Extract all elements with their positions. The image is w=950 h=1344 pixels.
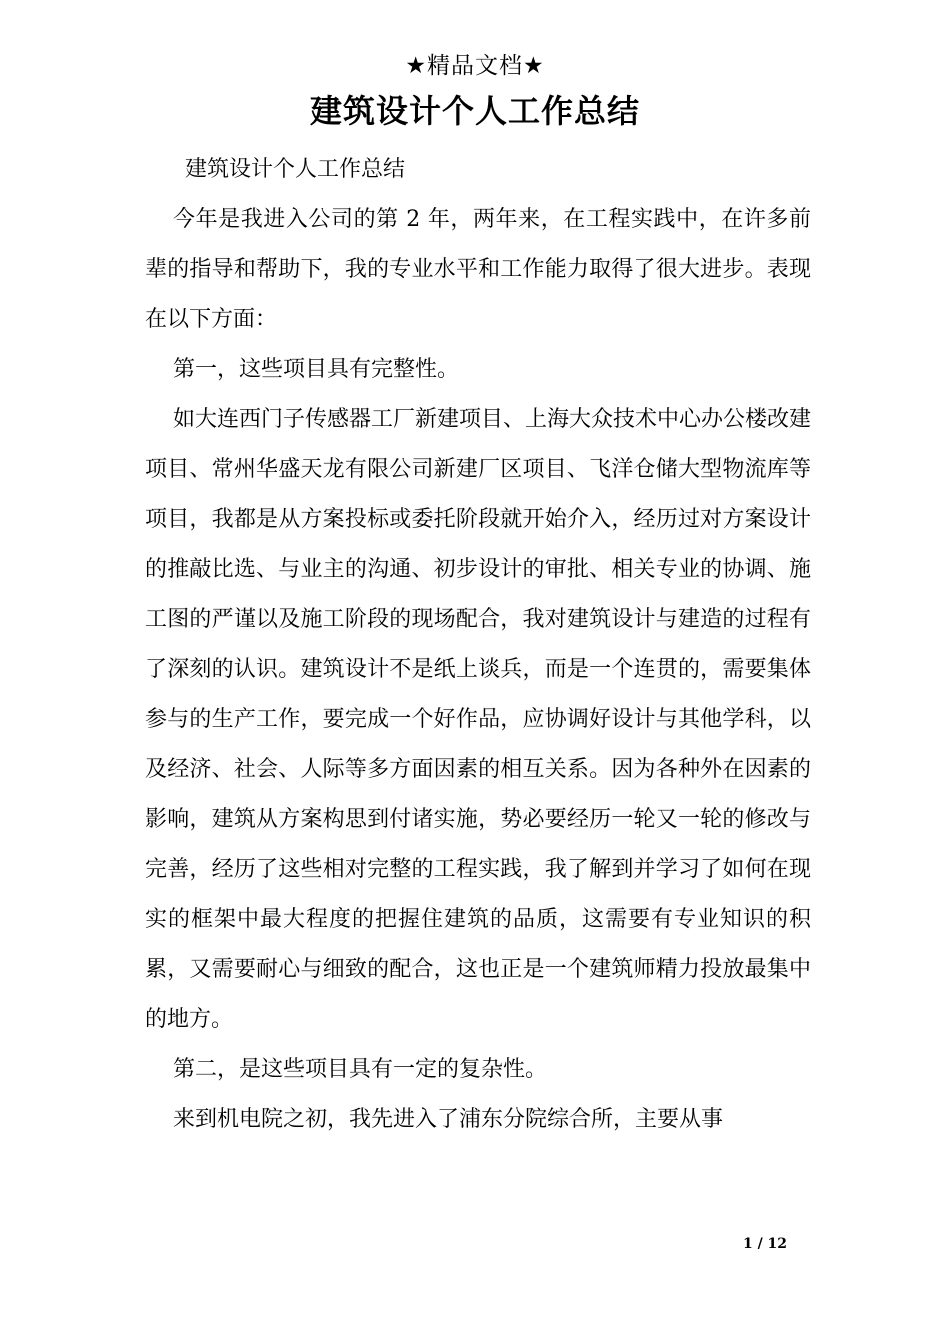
page-number: 1 / 12 bbox=[742, 1236, 788, 1252]
paragraph-intro: 今年是我进入公司的第 2 年，两年来，在工程实践中，在许多前辈的指导和帮助下，我的专业水平和工作能力取得了很大进步。表现在以下方面： bbox=[145, 207, 811, 332]
paragraph-second-detail: 来到机电院之初，我先进入了浦东分院综合所，主要从事 bbox=[173, 1107, 724, 1132]
paragraph-subtitle: 建筑设计个人工作总结 bbox=[185, 157, 406, 182]
paragraph-heading-second: 第二，是这些项目具有一定的复杂性。 bbox=[173, 1057, 548, 1082]
document-title: 建筑设计个人工作总结 bbox=[309, 92, 640, 130]
paragraph-first-detail: 如大连西门子传感器工厂新建项目、上海大众技术中心办公楼改建项目、常州华盛天龙有限公司新建厂区项目、飞洋仓储大型物流库等项目，我都是从方案投标或委托阶段就开始介入，经历过对方案设计的推敲比选、与业主的沟通、初步设计的审批、相关专业的协调、施工图的严谨以及施工阶段的现场配合，我对建筑设计与建造的过程有了深刻的认识。建筑设计不是纸上谈兵，而是一个连贯的，需要集体参与的生产工作，要完成一个好作品，应协调好设计与其他学科，以及经济、社会、人际等多方面因素的相互关系。因为各种外在因素的影响，建筑从方案构思到付诸实施，势必要经历一轮又一轮的修改与完善，经历了这些相对完整的工程实践，我了解到并学习了如何在现实的框架中最大程度的把握住建筑的品质，这需要有专业知识的积累，又需要耐心与细致的配合，这也正是一个建筑师精力投放最集中的地方。 bbox=[145, 407, 812, 1032]
paragraph-heading-first: 第一，这些项目具有完整性。 bbox=[173, 357, 460, 382]
header-mark: ★精品文档★ bbox=[405, 53, 545, 79]
document-body bbox=[145, 145, 811, 1145]
